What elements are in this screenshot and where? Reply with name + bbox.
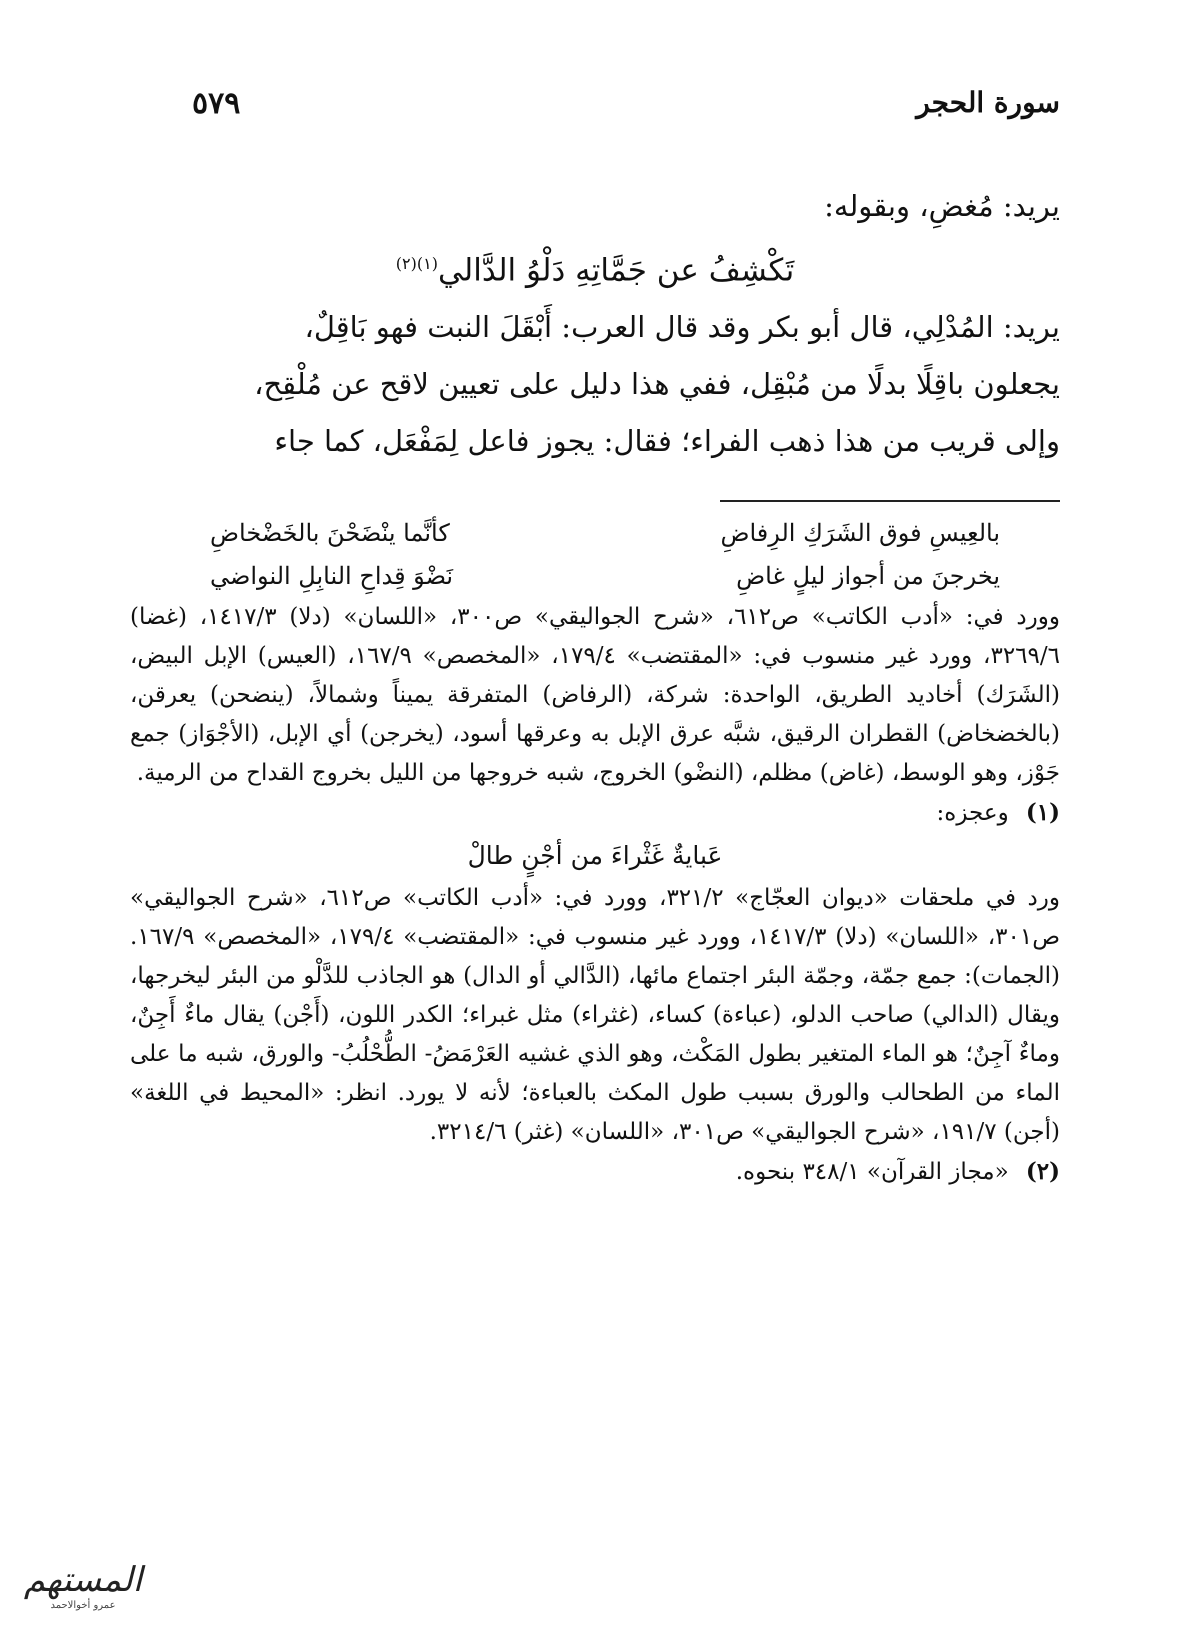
main-verse (130, 235, 1060, 299)
footnote-1 (130, 793, 1060, 833)
main-line-5: وإلى قريب من هذا ذهب الفراء؛ فقال: يجوز فاعل لِمَفْعَل، كما جاء (274, 424, 1060, 459)
footnote-paragraph-2: ورد في ملحقات «ديوان العجّاج» ٣٢١/٢، وورد في: «أدب الكاتب» ص٦١٢، «شرح الجواليقي» ص٣٠١، «اللسان» (دلا) ١٤١٧/٣، وورد غير منسوب في: «المقتضب» ١٧٩/٤، «المخصص» ١٦٧/٩. (الجمات): جمع جمّة، وجمّة البئر اجتماع مائها، (الدَّالي أو الدال) هو الجاذب للدَّلْو من البئر ليخرجها، ويقال (الدالي) صاحب الدلو، (عباءة) كساء، (غثراء) مثل غبراء؛ الكدر اللون، (أَجْن) يقال ماءٌ أَجِنٌ، وماءٌ آجِنٌ؛ هو الماء المتغير بطول المَكْث، وهو الذي غشيه العَرْمَضُ- الطُّحْلُبُ- والورق، شبه ما على الماء من الطحالب والورق بسبب طول المكث بالعباءة؛ لأنه لا يورد. انظر: «المحيط في اللغة» (أجن) ١٩١/٧، «شرح الجواليقي» ص٣٠١، «اللسان» (غثر) ٣٢١٤/٦. (130, 885, 1060, 1145)
main-line-4: يجعلون باقِلًا بدلًا من مُبْقِل، ففي هذا دليل على تعيين لاقح عن مُلْقِح، (254, 367, 1060, 402)
publisher-logo (18, 1560, 148, 1620)
footnote-1-verse: عَبايةٌ غَثْراءَ من أجْنٍ طالْ (467, 841, 723, 870)
logo-main: المستهم (23, 1560, 143, 1600)
main-line-1: يريد: مُغضِ، وبقوله: (824, 189, 1060, 223)
page-header (130, 86, 1060, 136)
footnote-1-intro: وعجزه: (936, 800, 1009, 826)
surah-title: سورة الحجر (916, 86, 1060, 119)
couplet-1-left: كأنَّما ينْضَحْنَ بالخَضْخاضِ (210, 519, 450, 547)
couplet-1 (130, 512, 1060, 555)
footnotes (130, 512, 1060, 1192)
couplet-2-right: يخرجنَ من أجواز ليلٍ غاضِ (736, 562, 1000, 590)
footnote-2-number: (٢) (1025, 1158, 1060, 1185)
footnote-2 (130, 1152, 1060, 1192)
main-verse-text: تَكْشِفُ عن جَمَّاتِهِ دَلْوُ الدَّالي (437, 252, 795, 289)
logo-sub: عمرو أخوالاحمد (50, 1600, 116, 1611)
footnote-refs[interactable]: (١)(٢) (395, 254, 438, 273)
main-line-3: يريد: المُدْلِي، قال أبو بكر وقد قال العرب: أَبْقَلَ النبت فهو بَاقِلٌ، (304, 310, 1060, 345)
couplet-2-left: نَضْوَ قِداحِ النابِلِ النواضي (210, 562, 454, 590)
footnote-paragraph-1: وورد في: «أدب الكاتب» ص٦١٢، «شرح الجواليقي» ص٣٠٠، «اللسان» (دلا) ١٤١٧/٣، (غضا) ٣٢٦٩/٦، وورد غير منسوب في: «المقتضب» ١٧٩/٤، «المخصص» ١٦٧/٩، (العيس) الإبل البيض، (الشَرَك) أخاديد الطريق، الواحدة: شركة، (الرفاض) المتفرقة يميناً وشمالاً، (ينضحن) يعرقن، (بالخضخاض) القطران الرقيق، شبَّه عرق الإبل به وعرقها أسود، (يخرجن) أي الإبل، (الأجْوَاز) جمع جَوْز، وهو الوسط، (غاض) مظلم، (النضْو) الخروج، شبه خروجها من الليل بخروج القداح من الرمية. (130, 604, 1060, 786)
footnote-2-text: «مجاز القرآن» ٣٤٨/١ بنحوه. (735, 1159, 1009, 1185)
couplet-1-right: بالعِيسِ فوق الشَرَكِ الرِفاضِ (720, 519, 1000, 547)
footnote-divider (720, 500, 1060, 502)
main-text (130, 178, 1060, 470)
page-number: ٥٧٩ (192, 86, 241, 121)
couplet-2 (130, 555, 1060, 598)
footnote-1-number: (١) (1025, 799, 1060, 826)
